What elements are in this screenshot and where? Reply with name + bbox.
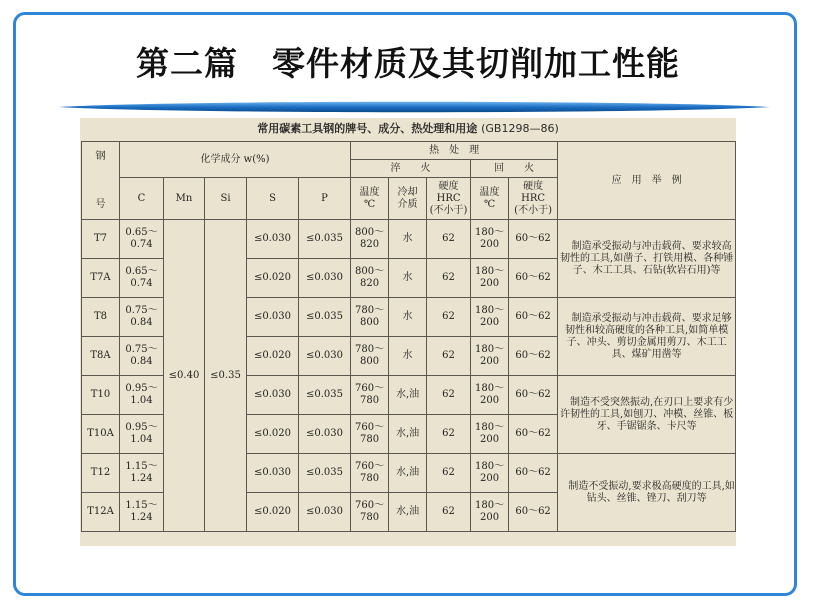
cell-temper-hardness: 60～62 bbox=[509, 454, 558, 493]
cell-use-example: 制造承受振动与冲击载荷、要求较高韧性的工具,如凿子、打铁用模、各种锤子、木工工具、石钻(软岩石用)等 bbox=[558, 220, 736, 298]
cell-grade: T7 bbox=[82, 220, 120, 259]
scanned-table-image bbox=[80, 118, 736, 546]
cell-quench-hardness: 62 bbox=[427, 454, 471, 493]
cell-temper-hardness: 60～62 bbox=[509, 337, 558, 376]
table-title: 常用碳素工具钢的牌号、成分、热处理和用途 bbox=[257, 122, 478, 135]
header-use: 应 用 举 例 bbox=[558, 142, 736, 220]
cell-temper-temp: 180～ 200 bbox=[471, 415, 509, 454]
cell-temper-temp: 180～ 200 bbox=[471, 220, 509, 259]
cell-cooling: 水 bbox=[389, 337, 427, 376]
cell-grade: T8A bbox=[82, 337, 120, 376]
cell-quench-temp: 760～ 780 bbox=[351, 493, 389, 532]
header-mn: Mn bbox=[164, 178, 205, 220]
header-temper-hardness: 硬度 HRC (不小于) bbox=[509, 178, 558, 220]
cell-phosphorus: ≤0.030 bbox=[299, 259, 351, 298]
cell-temper-hardness: 60～62 bbox=[509, 298, 558, 337]
cell-grade: T8 bbox=[82, 298, 120, 337]
cell-si-shared: ≤0.35 bbox=[205, 220, 247, 532]
cell-sulfur: ≤0.020 bbox=[247, 415, 299, 454]
header-si: Si bbox=[205, 178, 247, 220]
cell-use-example: 制造承受振动与冲击载荷、要求足够韧性和较高硬度的各种工具,如简单模子、冲头、剪切金属用剪刀、木工工具、煤矿用凿等 bbox=[558, 298, 736, 376]
cell-quench-hardness: 62 bbox=[427, 298, 471, 337]
cell-temper-hardness: 60～62 bbox=[509, 376, 558, 415]
cell-quench-hardness: 62 bbox=[427, 376, 471, 415]
cell-mn-shared: ≤0.40 bbox=[164, 220, 205, 532]
cell-phosphorus: ≤0.030 bbox=[299, 337, 351, 376]
cell-cooling: 水,油 bbox=[389, 376, 427, 415]
cell-cooling: 水,油 bbox=[389, 493, 427, 532]
cell-cooling: 水 bbox=[389, 259, 427, 298]
header-quench-hardness: 硬度 HRC (不小于) bbox=[427, 178, 471, 220]
title-underline-bar bbox=[58, 100, 770, 114]
header-chem: 化学成分 w(%) bbox=[120, 142, 351, 178]
cell-carbon: 0.75～ 0.84 bbox=[120, 337, 164, 376]
cell-temper-hardness: 60～62 bbox=[509, 259, 558, 298]
cell-quench-temp: 760～ 780 bbox=[351, 376, 389, 415]
cell-temper-temp: 180～ 200 bbox=[471, 298, 509, 337]
cell-quench-temp: 800～ 820 bbox=[351, 259, 389, 298]
cell-quench-hardness: 62 bbox=[427, 493, 471, 532]
cell-grade: T10A bbox=[82, 415, 120, 454]
header-heat: 热 处 理 bbox=[351, 142, 558, 160]
cell-carbon: 1.15～ 1.24 bbox=[120, 454, 164, 493]
cell-carbon: 1.15～ 1.24 bbox=[120, 493, 164, 532]
steel-table bbox=[81, 141, 736, 532]
cell-sulfur: ≤0.030 bbox=[247, 298, 299, 337]
slide-title: 第二篇 零件材质及其切削加工性能 bbox=[136, 44, 680, 83]
cell-quench-hardness: 62 bbox=[427, 415, 471, 454]
cell-grade: T12A bbox=[82, 493, 120, 532]
table-row bbox=[82, 220, 736, 259]
cell-sulfur: ≤0.020 bbox=[247, 493, 299, 532]
cell-quench-temp: 780～ 800 bbox=[351, 298, 389, 337]
cell-temper-temp: 180～ 200 bbox=[471, 376, 509, 415]
cell-quench-hardness: 62 bbox=[427, 259, 471, 298]
cell-carbon: 0.65～ 0.74 bbox=[120, 259, 164, 298]
cell-sulfur: ≤0.030 bbox=[247, 376, 299, 415]
table-standard: (GB1298—86) bbox=[481, 122, 559, 135]
cell-phosphorus: ≤0.035 bbox=[299, 220, 351, 259]
cell-carbon: 0.95～ 1.04 bbox=[120, 415, 164, 454]
cell-sulfur: ≤0.020 bbox=[247, 259, 299, 298]
cell-temper-temp: 180～ 200 bbox=[471, 259, 509, 298]
cell-carbon: 0.75～ 0.84 bbox=[120, 298, 164, 337]
header-s: S bbox=[247, 178, 299, 220]
cell-cooling: 水 bbox=[389, 298, 427, 337]
header-temper: 回 火 bbox=[471, 160, 558, 178]
cell-carbon: 0.65～ 0.74 bbox=[120, 220, 164, 259]
cell-temper-temp: 180～ 200 bbox=[471, 337, 509, 376]
cell-phosphorus: ≤0.035 bbox=[299, 454, 351, 493]
header-quench: 淬 火 bbox=[351, 160, 471, 178]
cell-quench-temp: 800～ 820 bbox=[351, 220, 389, 259]
cell-phosphorus: ≤0.030 bbox=[299, 415, 351, 454]
header-cooling: 冷却 介质 bbox=[389, 178, 427, 220]
cell-sulfur: ≤0.030 bbox=[247, 220, 299, 259]
cell-cooling: 水 bbox=[389, 220, 427, 259]
cell-grade: T10 bbox=[82, 376, 120, 415]
cell-grade: T12 bbox=[82, 454, 120, 493]
cell-quench-temp: 780～ 800 bbox=[351, 337, 389, 376]
cell-cooling: 水,油 bbox=[389, 415, 427, 454]
header-quench-temp: 温度 ℃ bbox=[351, 178, 389, 220]
cell-phosphorus: ≤0.035 bbox=[299, 376, 351, 415]
cell-grade: T7A bbox=[82, 259, 120, 298]
cell-temper-hardness: 60～62 bbox=[509, 415, 558, 454]
cell-sulfur: ≤0.030 bbox=[247, 454, 299, 493]
cell-quench-temp: 760～ 780 bbox=[351, 415, 389, 454]
cell-use-example: 制造不受突然振动,在刃口上要求有少许韧性的工具,如刨刀、冲模、丝锥、板牙、手锯锯条、卡尺等 bbox=[558, 376, 736, 454]
cell-quench-temp: 760～ 780 bbox=[351, 454, 389, 493]
header-grade: 钢 号 bbox=[82, 142, 120, 220]
cell-temper-hardness: 60～62 bbox=[509, 493, 558, 532]
cell-phosphorus: ≤0.035 bbox=[299, 298, 351, 337]
cell-quench-hardness: 62 bbox=[427, 220, 471, 259]
cell-temper-temp: 180～ 200 bbox=[471, 493, 509, 532]
cell-cooling: 水,油 bbox=[389, 454, 427, 493]
cell-carbon: 0.95～ 1.04 bbox=[120, 376, 164, 415]
header-temper-temp: 温度 ℃ bbox=[471, 178, 509, 220]
cell-phosphorus: ≤0.030 bbox=[299, 493, 351, 532]
cell-temper-temp: 180～ 200 bbox=[471, 454, 509, 493]
cell-use-example: 制造不受振动,要求极高硬度的工具,如钻头、丝锥、锉刀、刮刀等 bbox=[558, 454, 736, 532]
cell-quench-hardness: 62 bbox=[427, 337, 471, 376]
cell-temper-hardness: 60～62 bbox=[509, 220, 558, 259]
cell-sulfur: ≤0.020 bbox=[247, 337, 299, 376]
header-p: P bbox=[299, 178, 351, 220]
table-caption bbox=[80, 120, 736, 136]
header-c: C bbox=[120, 178, 164, 220]
